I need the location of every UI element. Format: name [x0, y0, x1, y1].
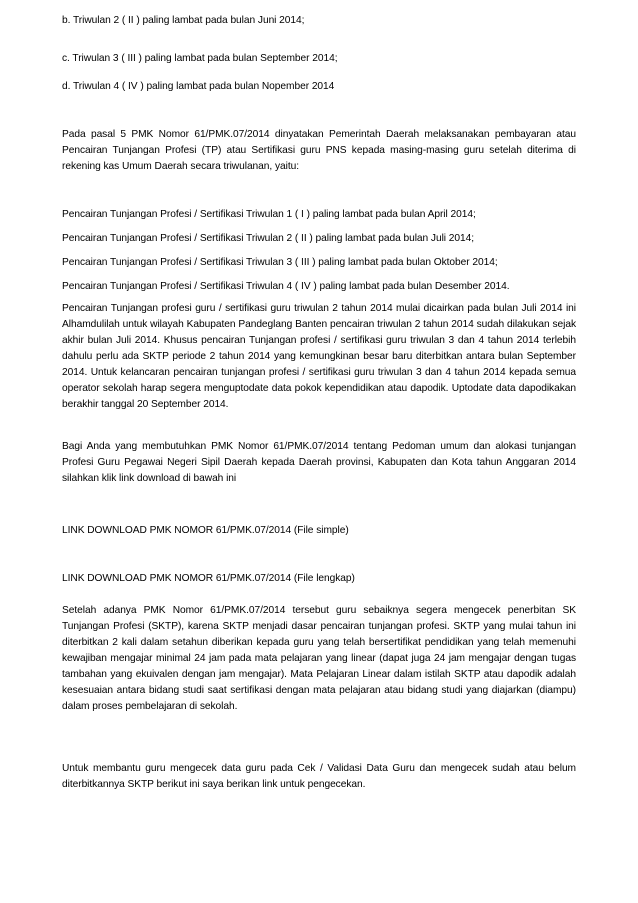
download-link-lengkap-anchor[interactable]: LINK DOWNLOAD PMK NOMOR 61/PMK.07/2014 (File lengkap) — [62, 573, 355, 584]
download-link-simple-anchor[interactable]: LINK DOWNLOAD PMK NOMOR 61/PMK.07/2014 (File simple) — [62, 525, 349, 536]
paragraph-triwulan-2: Pencairan Tunjangan profesi guru / sertifikasi guru triwulan 2 tahun 2014 mulai dicairkan pada bulan Juli 2014 ini Alhamdulilah untuk wilayah Kabupaten Pandeglang Banten pencairan triwulan 2 tahun 2014 sudah dilakukan sejak akhir bulan Juli 2014. Khusus pencairan Tunjangan profesi / sertifikasi guru triwulan 3 dan 4 tahun 2014 terlebih dahulu perlu ada SKTP periode 2 tahun 2014 yang kemungkinan besar baru diterbitkan antara bulan September 2014. Untuk kelancaran pencairan tunjangan profesi / sertifikasi guru triwulan 3 dan 4 tahun 2014 kepada semua operator sekolah harap segera menguptodate data pokok kependidikan atau dapodik. Uptodate data dapodikakan berakhir tanggal 20 September 2014. — [62, 303, 576, 410]
schedule-item-b: b. Triwulan 2 ( II ) paling lambat pada bulan Juni 2014; — [62, 15, 305, 26]
pencairan-triwulan-1: Pencairan Tunjangan Profesi / Sertifikasi Triwulan 1 ( I ) paling lambat pada bulan April 2014; — [62, 209, 476, 220]
schedule-item-c: c. Triwulan 3 ( III ) paling lambat pada bulan September 2014; — [62, 53, 338, 64]
pencairan-triwulan-4: Pencairan Tunjangan Profesi / Sertifikasi Triwulan 4 ( IV ) paling lambat pada bulan Desember 2014. — [62, 281, 510, 292]
download-link-lengkap[interactable] — [62, 571, 355, 587]
download-link-simple[interactable] — [62, 523, 349, 539]
paragraph-pasal-5: Pada pasal 5 PMK Nomor 61/PMK.07/2014 dinyatakan Pemerintah Daerah melaksanakan pembayaran atau Pencairan Tunjangan Profesi (TP) atau Sertifikasi guru PNS kepada masing-masing guru setelah diterima di rekening kas Umum Daerah secara triwulanan, yaitu: — [62, 129, 576, 172]
pencairan-triwulan-2: Pencairan Tunjangan Profesi / Sertifikasi Triwulan 2 ( II ) paling lambat pada bulan Juli 2014; — [62, 233, 475, 244]
paragraph-sktp: Setelah adanya PMK Nomor 61/PMK.07/2014 tersebut guru sebaiknya segera mengecek penerbitan SK Tunjangan Profesi (SKTP), karena SKTP menjadi dasar pencairan tunjangan profesi. SKTP yang mulai tahun ini diterbitkan 2 kali dalam setahun diberikan kepada guru yang telah bersertifikat pendidikan yang telah memenuhi kewajiban mengajar minimal 24 jam pada mata pelajaran yang linear (dapat juga 24 jam mengajar dengan tugas tambahan yang ekuivalen dengan jam mengajar). Mata Pelajaran Linear dalam istilah SKTP atau dapodik adalah kesesuaian antara bidang studi saat sertifikasi dengan mata pelajaran atau bidang studi yang diajarkan (diampu) dalam proses pembelajaran di sekolah. — [62, 605, 576, 712]
paragraph-download: Bagi Anda yang membutuhkan PMK Nomor 61/PMK.07/2014 tentang Pedoman umum dan alokasi tunjangan Profesi Guru Pegawai Negeri Sipil Daerah kepada Daerah provinsi, Kabupaten dan Kota tahun Anggaran 2014 silahkan klik link download di bawah ini — [62, 441, 576, 484]
pencairan-triwulan-3: Pencairan Tunjangan Profesi / Sertifikasi Triwulan 3 ( III ) paling lambat pada bulan Oktober 2014; — [62, 257, 498, 268]
paragraph-cek-data: Untuk membantu guru mengecek data guru pada Cek / Validasi Data Guru dan mengecek sudah atau belum diterbitkannya SKTP berikut ini saya berikan link untuk pengecekan. — [62, 763, 576, 790]
schedule-item-d: d. Triwulan 4 ( IV ) paling lambat pada bulan Nopember 2014 — [62, 81, 335, 92]
